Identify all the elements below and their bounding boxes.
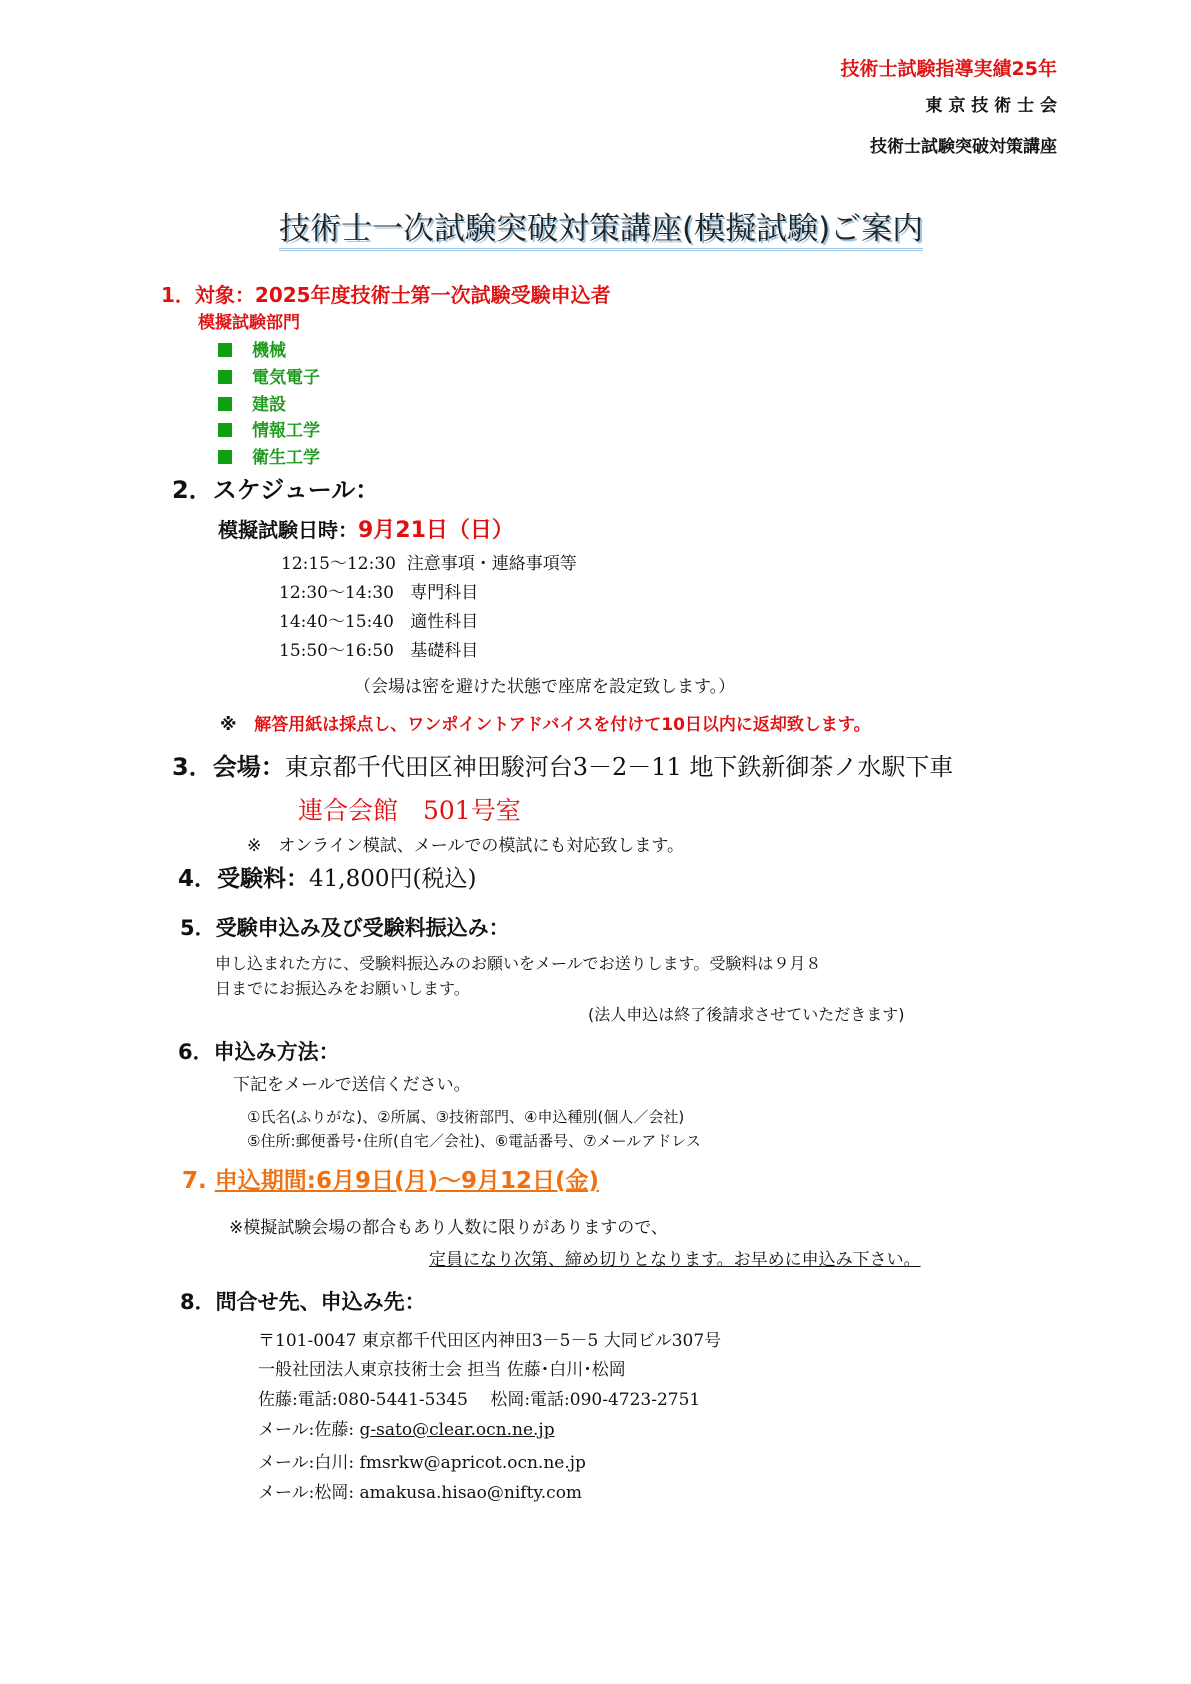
schedule-row: 12:15～12:30 注意事項・連絡事項等 [281,554,577,574]
contact-email-row: メール:白川: fmsrkw@apricot.ocn.ne.jp [258,1453,586,1473]
capacity-note-2: 定員になり次第、締め切りとなります。お早めに申込み下さい。 [429,1250,921,1270]
contact-phones: 佐藤:電話:080-5441-5345 松岡:電話:090-4723-2751 [258,1390,701,1410]
exam-fee: 41,800円(税込) [309,866,477,892]
email-link[interactable]: g-sato@clear.ocn.ne.jp [359,1420,555,1440]
application-items-2: ⑤住所:郵便番号･住所(自宅／会社)、⑥電話番号、⑦メールアドレス [247,1132,701,1150]
contact-email-row: メール:松岡: amakusa.hisao@nifty.com [258,1483,583,1503]
section7-row: 7. 申込期間:6月9日(月)～9月12日(金) [182,1168,600,1194]
page-title: 技術士一次試験突破対策講座(模擬試験)ご案内 [279,214,923,251]
payment-text-line2: 日までにお振込みをお願いします。 [215,979,470,998]
department-item: 情報工学 [218,423,320,440]
contact-address: 〒101-0047 東京都千代田区内神田3－5－5 大同ビル307号 [258,1331,722,1351]
course-name: 技術士試験突破対策講座 [870,137,1057,157]
department-item: 建設 [218,397,286,414]
seating-note: （会場は密を避けた状態で座席を設定致します。） [354,677,736,697]
venue-address: 東京都千代田区神田駿河台3－2－11 地下鉄新御茶ノ水駅下車 [284,753,954,781]
section5-heading: 5．受験申込み及び受験料振込み： [180,916,510,940]
payment-text-line1: 申し込まれた方に、受験料振込みのお願いをメールでお送りします。受験料は９月８ [215,954,822,973]
exam-date: 9月21日（日） [358,518,514,543]
department-item: 電気電子 [218,370,320,387]
email-link[interactable]: fmsrkw@apricot.ocn.ne.jp [359,1453,586,1473]
section6-heading: 6．申込み方法： [178,1040,340,1064]
corporate-note: (法人申込は終了後請求させていただきます) [588,1005,905,1024]
application-period: 申込期間:6月9日(月)～9月12日(金) [214,1168,600,1194]
venue-hall: 連合会館 501号室 [298,796,521,825]
section4-row: 4．受験料：41,800円(税込) [178,866,477,892]
return-note: ※ 解答用紙は採点し、ワンポイントアドバイスを付けて10日以内に返却致します。 [220,715,871,735]
department-item: 衛生工学 [218,450,320,467]
email-link[interactable]: amakusa.hisao@nifty.com [359,1483,583,1503]
section1-sub: 模擬試験部門 [198,313,300,333]
schedule-row: 12:30～14:30 専門科目 [279,583,479,603]
contact-email-row: メール:佐藤: g-sato@clear.ocn.ne.jp [258,1420,555,1440]
square-bullet-icon [218,450,232,464]
department-item: 機械 [218,343,286,360]
schedule-row: 15:50～16:50 基礎科目 [279,641,479,661]
section3-row: 3．会場：東京都千代田区神田駿河台3－2－11 地下鉄新御茶ノ水駅下車 [172,753,954,781]
online-note: ※ オンライン模試、メールでの模試にも対応致します。 [247,836,685,856]
section2-heading: 2．スケジュール： [172,476,380,504]
capacity-note-1: ※模擬試験会場の都合もあり人数に限りがありますので、 [229,1218,668,1238]
square-bullet-icon [218,343,232,357]
section1-heading: 1．対象：2025年度技術士第一次試験受験申込者 [161,283,611,307]
record-text: 技術士試験指導実績25年 [840,58,1057,80]
square-bullet-icon [218,370,232,384]
square-bullet-icon [218,397,232,411]
section8-heading: 8．問合せ先、申込み先： [180,1290,426,1314]
schedule-row: 14:40～15:40 適性科目 [279,612,479,632]
application-items-1: ①氏名(ふりがな)、②所属、③技術部門、④申込種別(個人／会社) [247,1108,685,1126]
contact-organization: 一般社団法人東京技術士会 担当 佐藤･白川･松岡 [258,1360,626,1380]
exam-date-row: 模擬試験日時：9月21日（日） [218,518,514,543]
application-intro: 下記をメールで送信ください。 [233,1075,471,1095]
organization-name: 東 京 技 術 士 会 [925,96,1057,116]
square-bullet-icon [218,423,232,437]
